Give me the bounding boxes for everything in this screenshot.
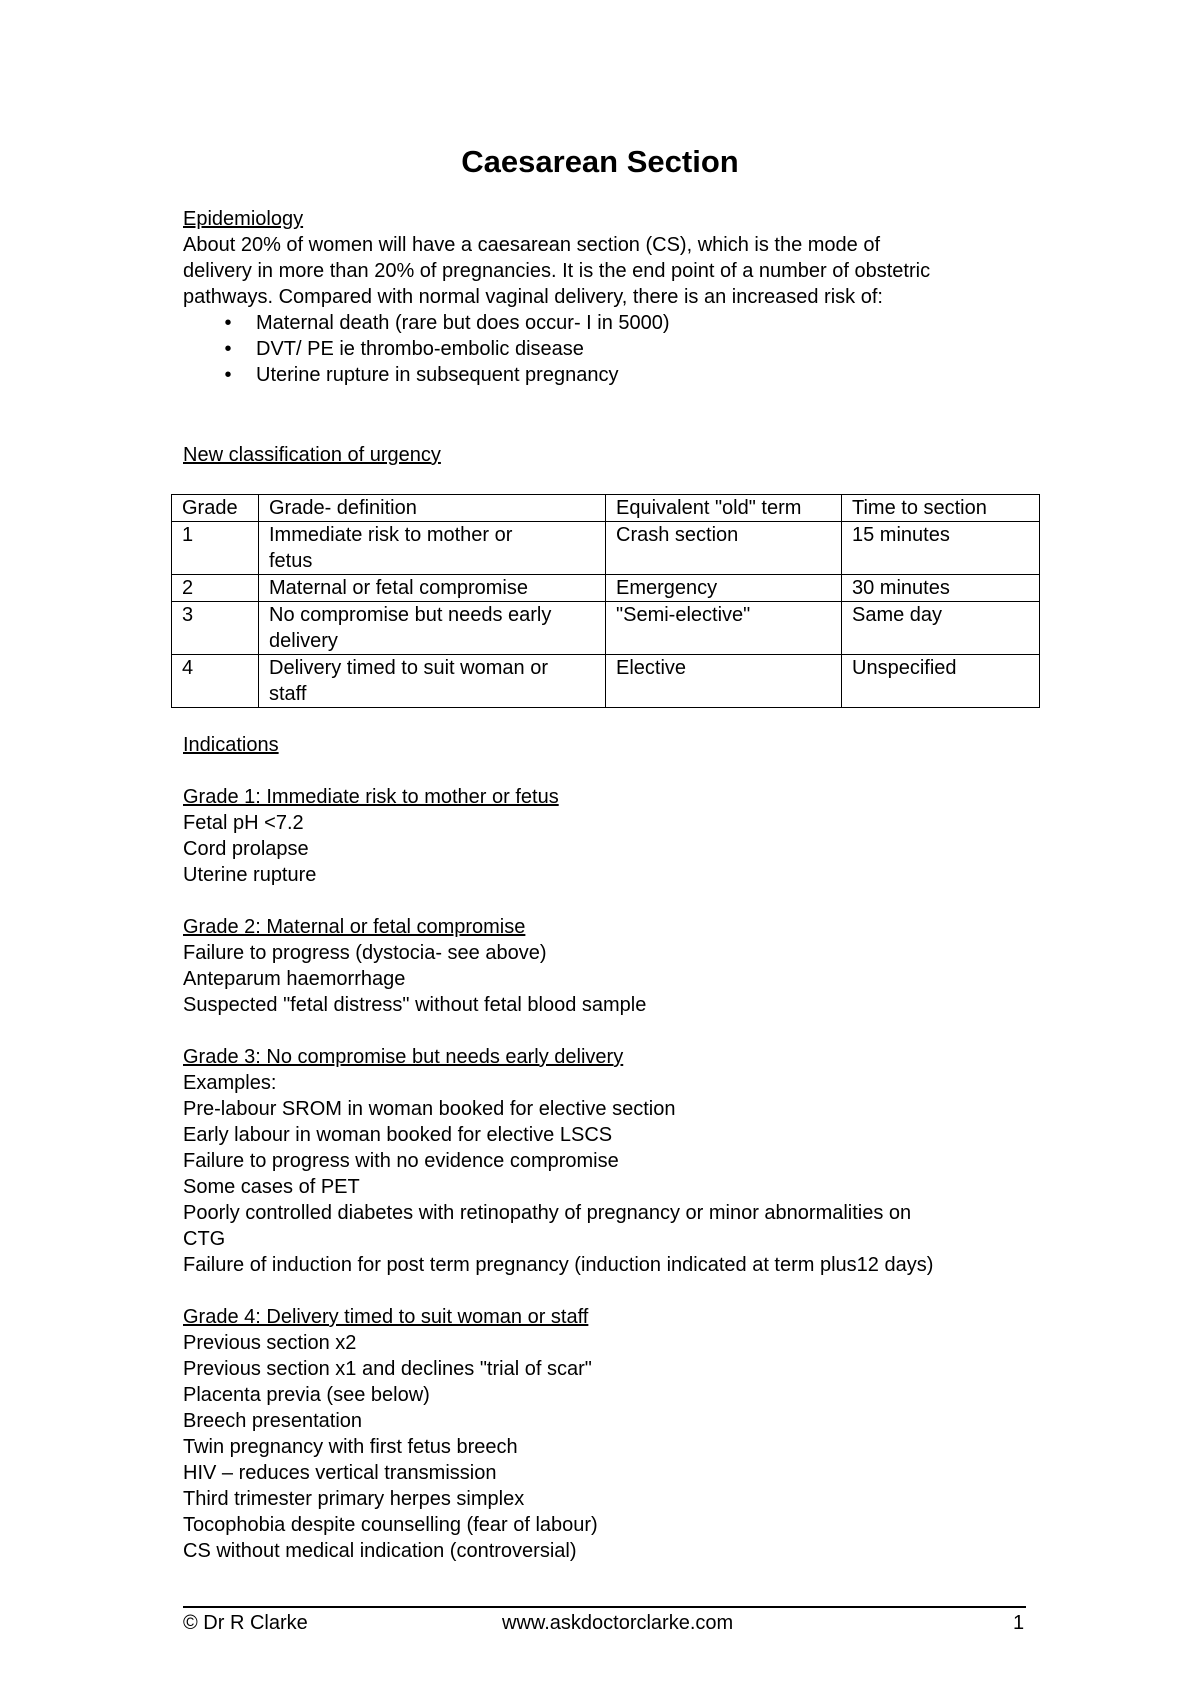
time-cell: Unspecified <box>842 655 1040 708</box>
epidemiology-line: pathways. Compared with normal vaginal delivery, there is an increased risk of: <box>183 286 883 308</box>
old-term-cell: Crash section <box>606 522 842 575</box>
bullet-icon: • <box>224 312 232 334</box>
list-item: Failure to progress with no evidence compromise <box>183 1150 619 1172</box>
epidemiology-line: About 20% of women will have a caesarean section (CS), which is the mode of <box>183 234 881 256</box>
column-header: Grade <box>172 495 259 522</box>
time-cell: Same day <box>842 602 1040 655</box>
list-item: Early labour in woman booked for elective LSCS <box>183 1124 613 1146</box>
time-cell: 30 minutes <box>842 575 1040 602</box>
grade-cell: 4 <box>172 655 259 708</box>
grade-cell: 1 <box>172 522 259 575</box>
list-item: HIV – reduces vertical transmission <box>183 1462 497 1484</box>
definition-cell: Maternal or fetal compromise <box>259 575 606 602</box>
grade-cell: 2 <box>172 575 259 602</box>
classification-heading: New classification of urgency <box>183 444 441 466</box>
list-item: Uterine rupture <box>183 864 317 886</box>
indications-section <box>183 732 1043 1564</box>
time-cell: 15 minutes <box>842 522 1040 575</box>
table-row <box>172 575 1040 602</box>
column-header: Grade- definition <box>259 495 606 522</box>
bullet-icon: • <box>224 338 232 360</box>
footer-copyright: © Dr R Clarke <box>183 1612 308 1634</box>
grade3-heading: Grade 3: No compromise but needs early delivery <box>183 1046 624 1068</box>
list-item: CTG <box>183 1228 226 1250</box>
footer-website: www.askdoctorclarke.com <box>502 1612 734 1634</box>
grade2-heading: Grade 2: Maternal or fetal compromise <box>183 916 526 938</box>
list-item: Examples: <box>183 1072 277 1094</box>
list-item: Some cases of PET <box>183 1176 360 1198</box>
grade-cell: 3 <box>172 602 259 655</box>
epidemiology-line: delivery in more than 20% of pregnancies. It is the end point of a number of obstetric <box>183 260 931 282</box>
list-item: Twin pregnancy with first fetus breech <box>183 1436 518 1458</box>
definition-cell: Delivery timed to suit woman or staff <box>259 655 606 708</box>
list-item: Failure to progress (dystocia- see above) <box>183 942 547 964</box>
list-item: Cord prolapse <box>183 838 309 860</box>
list-item: • Uterine rupture in subsequent pregnancy <box>183 362 1043 388</box>
list-item: Previous section x1 and declines "trial of scar" <box>183 1358 592 1380</box>
list-item: Poorly controlled diabetes with retinopathy of pregnancy or minor abnormalities on <box>183 1202 912 1224</box>
grade1-heading: Grade 1: Immediate risk to mother or fetus <box>183 786 559 808</box>
indications-heading: Indications <box>183 734 279 756</box>
list-item: • DVT/ PE ie thrombo-embolic disease <box>183 336 1043 362</box>
column-header: Equivalent "old" term <box>606 495 842 522</box>
table-row <box>172 655 1040 708</box>
urgency-table <box>171 494 1040 708</box>
list-item: Pre-labour SROM in woman booked for elective section <box>183 1098 676 1120</box>
list-item: Suspected "fetal distress" without fetal blood sample <box>183 994 647 1016</box>
page-number: 1 <box>1013 1612 1025 1634</box>
bullet-icon: • <box>224 364 232 386</box>
list-item: Anteparum haemorrhage <box>183 968 406 990</box>
list-item: Fetal pH <7.2 <box>183 812 304 834</box>
epidemiology-section <box>183 206 1043 388</box>
old-term-cell: "Semi-elective" <box>606 602 842 655</box>
definition-cell: No compromise but needs early delivery <box>259 602 606 655</box>
old-term-cell: Elective <box>606 655 842 708</box>
old-term-cell: Emergency <box>606 575 842 602</box>
list-item: Placenta previa (see below) <box>183 1384 430 1406</box>
footer-divider <box>183 1606 1026 1608</box>
list-item: Third trimester primary herpes simplex <box>183 1488 525 1510</box>
list-item: Failure of induction for post term pregnancy (induction indicated at term plus12 days) <box>183 1254 934 1276</box>
list-item: Breech presentation <box>183 1410 363 1432</box>
column-header: Time to section <box>842 495 1040 522</box>
table-header-row <box>172 495 1040 522</box>
list-item: Tocophobia despite counselling (fear of labour) <box>183 1514 598 1536</box>
risk-list <box>183 310 1043 388</box>
classification-section <box>183 442 1043 468</box>
table-row <box>172 602 1040 655</box>
list-item: Previous section x2 <box>183 1332 357 1354</box>
page-title: Caesarean Section <box>461 144 739 179</box>
epidemiology-heading: Epidemiology <box>183 208 304 230</box>
list-item: • Maternal death (rare but does occur- I in 5000) <box>183 310 1043 336</box>
grade4-heading: Grade 4: Delivery timed to suit woman or staff <box>183 1306 589 1328</box>
table-row <box>172 522 1040 575</box>
list-item: CS without medical indication (controversial) <box>183 1540 577 1562</box>
definition-cell: Immediate risk to mother or fetus <box>259 522 606 575</box>
